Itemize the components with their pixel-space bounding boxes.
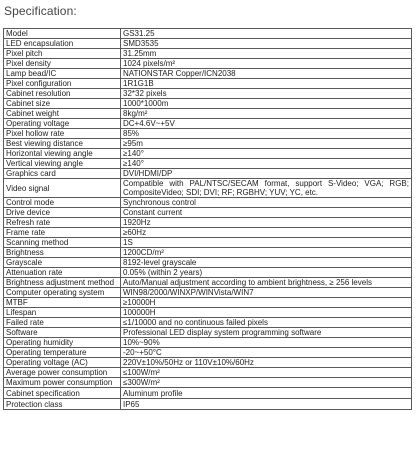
spec-label: Vertical viewing angle bbox=[4, 159, 121, 169]
spec-label: Failed rate bbox=[4, 318, 121, 328]
spec-value: 85% bbox=[121, 129, 412, 139]
spec-label: Computer operating system bbox=[4, 288, 121, 298]
spec-label: Lifespan bbox=[4, 308, 121, 318]
spec-label: Operating voltage (AC) bbox=[4, 358, 121, 368]
table-row bbox=[4, 169, 412, 179]
spec-label: Operating voltage bbox=[4, 119, 121, 129]
spec-value: Auto/Manual adjustment according to ambient brightness, ≥ 256 levels bbox=[121, 278, 412, 288]
table-row bbox=[4, 278, 412, 288]
spec-label: Pixel pitch bbox=[4, 49, 121, 59]
spec-value: IP65 bbox=[121, 399, 412, 410]
table-row bbox=[4, 388, 412, 399]
table-row bbox=[4, 258, 412, 268]
spec-label: MTBF bbox=[4, 298, 121, 308]
table-row bbox=[4, 99, 412, 109]
spec-value: 0.05% (within 2 years) bbox=[121, 268, 412, 278]
spec-label: Operating temperature bbox=[4, 348, 121, 358]
table-row bbox=[4, 159, 412, 169]
spec-label: Refresh rate bbox=[4, 218, 121, 228]
spec-value: 10%~90% bbox=[121, 338, 412, 348]
spec-value: 1S bbox=[121, 238, 412, 248]
table-row bbox=[4, 238, 412, 248]
spec-value: Constant current bbox=[121, 208, 412, 218]
spec-value: 220V±10%/50Hz or 110V±10%/60Hz bbox=[121, 358, 412, 368]
table-row bbox=[4, 208, 412, 218]
spec-value: 1920Hz bbox=[121, 218, 412, 228]
spec-value: NATIONSTAR Copper/ICN2038 bbox=[121, 69, 412, 79]
spec-value: WIN98/2000/WINXP/WINVista/WIN7 bbox=[121, 288, 412, 298]
spec-label: Pixel hollow rate bbox=[4, 129, 121, 139]
spec-label: Model bbox=[4, 29, 121, 39]
table-row bbox=[4, 179, 412, 198]
table-row bbox=[4, 288, 412, 298]
spec-label: Cabinet size bbox=[4, 99, 121, 109]
table-row bbox=[4, 69, 412, 79]
table-row bbox=[4, 89, 412, 99]
spec-value: Compatible with PAL/NTSC/SECAM format, support S-Video; VGA; RGB; CompositeVideo; SDI; DVI; RF; RGBHV; YUV; YC, etc. bbox=[121, 179, 412, 198]
spec-value: GS31.25 bbox=[121, 29, 412, 39]
spec-value: 31.25mm bbox=[121, 49, 412, 59]
spec-label: Cabinet weight bbox=[4, 109, 121, 119]
table-row bbox=[4, 348, 412, 358]
spec-value: Aluminum profile bbox=[121, 388, 412, 399]
spec-value: ≥95m bbox=[121, 139, 412, 149]
spec-value: Professional LED display system programming software bbox=[121, 328, 412, 338]
spec-value: ≥140° bbox=[121, 159, 412, 169]
spec-value: ≥60Hz bbox=[121, 228, 412, 238]
spec-value: ≥10000H bbox=[121, 298, 412, 308]
spec-label: Average power consumption bbox=[4, 368, 121, 378]
table-row bbox=[4, 228, 412, 238]
table-row bbox=[4, 218, 412, 228]
spec-label: Protection class bbox=[4, 399, 121, 410]
table-row bbox=[4, 79, 412, 89]
spec-value: 100000H bbox=[121, 308, 412, 318]
spec-value: ≤100W/m² bbox=[121, 368, 412, 378]
page-title: Specification: bbox=[4, 4, 77, 18]
spec-label: Operating humidity bbox=[4, 338, 121, 348]
spec-label: Pixel density bbox=[4, 59, 121, 69]
spec-value: 1200CD/m² bbox=[121, 248, 412, 258]
spec-label: Maximum power consumption bbox=[4, 378, 121, 388]
table-row bbox=[4, 368, 412, 378]
table-row bbox=[4, 129, 412, 139]
spec-label: Graphics card bbox=[4, 169, 121, 179]
table-row bbox=[4, 268, 412, 278]
spec-label: Control mode bbox=[4, 198, 121, 208]
spec-label: Cabinet resolution bbox=[4, 89, 121, 99]
table-row bbox=[4, 378, 412, 388]
spec-label: Brightness adjustment method bbox=[4, 278, 121, 288]
spec-label: Scanning method bbox=[4, 238, 121, 248]
spec-value: 1000*1000m bbox=[121, 99, 412, 109]
spec-label: Drive device bbox=[4, 208, 121, 218]
spec-label: Software bbox=[4, 328, 121, 338]
table-row bbox=[4, 328, 412, 338]
spec-value: 1024 pixels/m² bbox=[121, 59, 412, 69]
table-row bbox=[4, 119, 412, 129]
spec-label: Lamp bead/IC bbox=[4, 69, 121, 79]
table-row bbox=[4, 338, 412, 348]
spec-value: DC+4.6V~+5V bbox=[121, 119, 412, 129]
table-row bbox=[4, 248, 412, 258]
table-row bbox=[4, 39, 412, 49]
table-row bbox=[4, 198, 412, 208]
table-row bbox=[4, 308, 412, 318]
spec-value: 8kg/m² bbox=[121, 109, 412, 119]
spec-value: ≥140° bbox=[121, 149, 412, 159]
spec-value: Synchronous control bbox=[121, 198, 412, 208]
spec-label: Attenuation rate bbox=[4, 268, 121, 278]
spec-value: DVI/HDMI/DP bbox=[121, 169, 412, 179]
table-row bbox=[4, 149, 412, 159]
table-row bbox=[4, 139, 412, 149]
spec-label: Best viewing distance bbox=[4, 139, 121, 149]
table-row bbox=[4, 318, 412, 328]
spec-label: Cabinet specification bbox=[4, 388, 121, 399]
spec-value: 8192-level grayscale bbox=[121, 258, 412, 268]
specification-table bbox=[3, 28, 412, 410]
spec-label: Video signal bbox=[4, 179, 121, 198]
spec-value: ≤300W/m² bbox=[121, 378, 412, 388]
spec-value: -20~+50°C bbox=[121, 348, 412, 358]
table-row bbox=[4, 49, 412, 59]
spec-value: 32*32 pixels bbox=[121, 89, 412, 99]
spec-label: Grayscale bbox=[4, 258, 121, 268]
table-row bbox=[4, 399, 412, 410]
spec-label: LED encapsulation bbox=[4, 39, 121, 49]
spec-value: ≤1/10000 and no continuous failed pixels bbox=[121, 318, 412, 328]
table-row bbox=[4, 59, 412, 69]
spec-label: Horizontal viewing angle bbox=[4, 149, 121, 159]
spec-value: 1R1G1B bbox=[121, 79, 412, 89]
table-row bbox=[4, 298, 412, 308]
spec-label: Frame rate bbox=[4, 228, 121, 238]
spec-label: Brightness bbox=[4, 248, 121, 258]
spec-value: SMD3535 bbox=[121, 39, 412, 49]
table-row bbox=[4, 109, 412, 119]
table-row bbox=[4, 29, 412, 39]
spec-label: Pixel configuration bbox=[4, 79, 121, 89]
table-row bbox=[4, 358, 412, 368]
